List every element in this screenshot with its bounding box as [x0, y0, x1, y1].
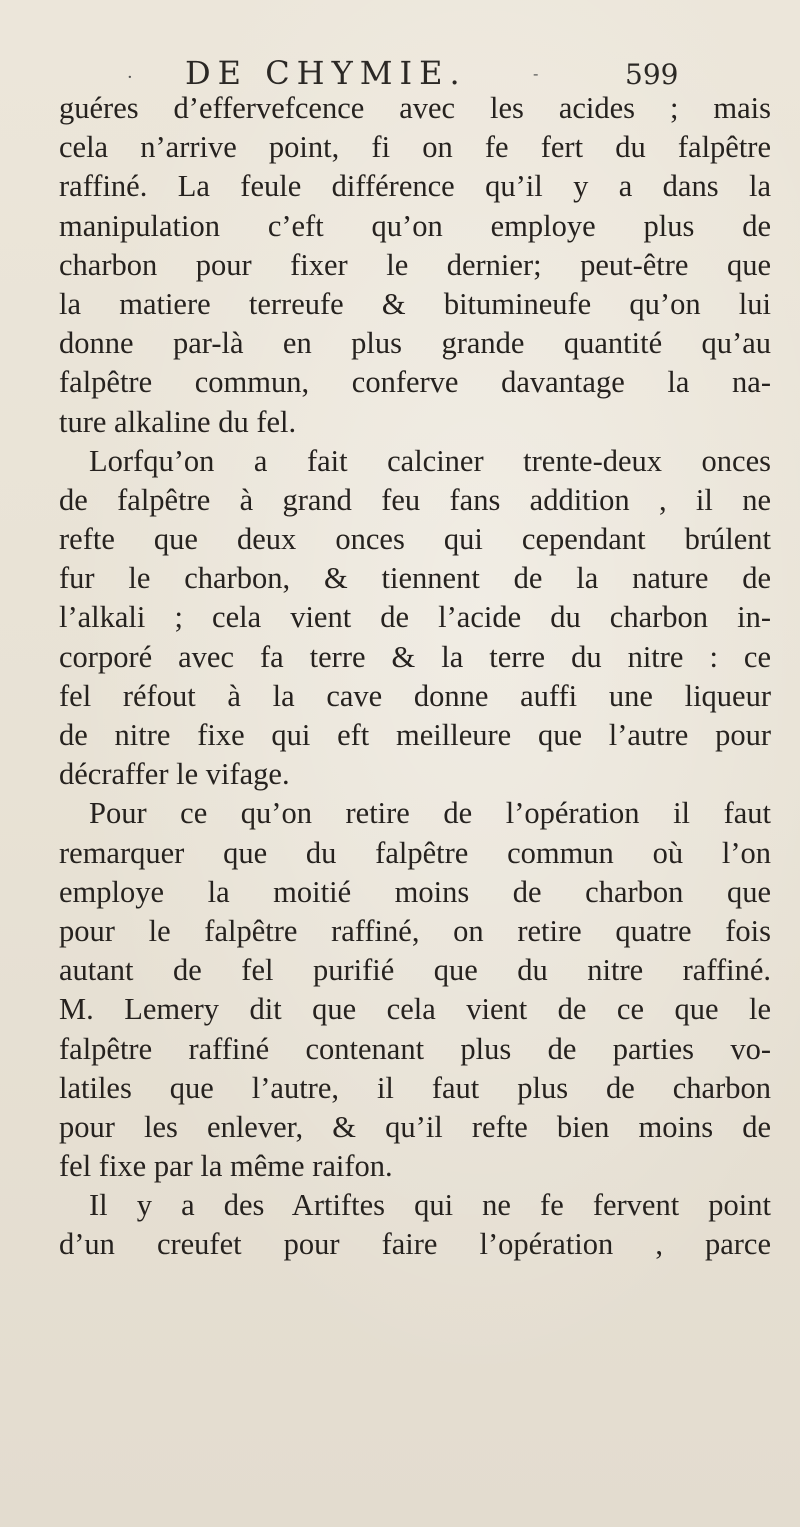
text-line: autant de fel purifié que du nitre raffiné. — [59, 953, 771, 988]
text-line: falpêtre raffiné contenant plus de parties vo- — [59, 1031, 771, 1066]
running-head-mark: · — [127, 67, 133, 88]
text-line-paragraph-end: ture alkaline du fel. — [59, 404, 297, 439]
text-line-paragraph-end: décraffer le vifage. — [59, 757, 290, 792]
text-line: fur le charbon, & tiennent de la nature de — [59, 561, 771, 596]
text-line: falpêtre commun, conferve davantage la na- — [59, 365, 771, 400]
text-line: donne par-là en plus grande quantité qu’au — [59, 326, 771, 361]
text-line: employe la moitié moins de charbon que — [59, 874, 771, 909]
text-line: de nitre fixe qui eft meilleure que l’autre pour — [59, 718, 771, 752]
text-line: remarquer que du falpêtre commun où l’on — [59, 835, 771, 870]
running-head-dash: - — [533, 64, 539, 83]
text-line: raffiné. La feule différence qu’il y a dans la — [59, 169, 771, 204]
text-line: la matiere terreufe & bitumineufe qu’on lui — [59, 286, 771, 321]
text-line: pour le falpêtre raffiné, on retire quatre fois — [59, 913, 771, 948]
text-line: de falpêtre à grand feu fans addition , il ne — [59, 482, 771, 517]
text-line: pour les enlever, & qu’il refte bien moins de — [59, 1109, 771, 1144]
text-line: corporé avec fa terre & la terre du nitre : ce — [59, 639, 771, 674]
text-line: l’alkali ; cela vient de l’acide du charbon in- — [59, 600, 771, 635]
text-line-paragraph-start: Il y a des Artiftes qui ne fe fervent point — [89, 1188, 771, 1223]
text-line: fel réfout à la cave donne auffi une liqueur — [59, 678, 771, 713]
text-line: cela n’arrive point, fi on fe fert du falpêtre — [59, 130, 771, 165]
text-line: manipulation c’eft qu’on employe plus de — [59, 208, 771, 243]
text-line: refte que deux onces qui cependant brúlent — [59, 522, 771, 557]
text-line: d’un creufet pour faire l’opération , parce — [59, 1227, 771, 1262]
text-line: M. Lemery dit que cela vient de ce que le — [59, 992, 771, 1027]
body-text — [59, 89, 771, 1265]
running-head-title: DE CHYMIE. — [185, 54, 467, 92]
text-line-paragraph-end: fel fixe par la même raifon. — [59, 1149, 393, 1184]
text-line: charbon pour fixer le dernier; peut-être que — [59, 247, 771, 282]
page-number: 599 — [625, 58, 679, 91]
text-line: guéres d’effervefcence avec les acides ; mais — [59, 91, 771, 125]
text-line-paragraph-start: Pour ce qu’on retire de l’opération il faut — [89, 796, 771, 831]
text-line: latiles que l’autre, il faut plus de charbon — [59, 1070, 771, 1105]
text-line-paragraph-start: Lorfqu’on a fait calciner trente-deux onces — [89, 443, 771, 478]
